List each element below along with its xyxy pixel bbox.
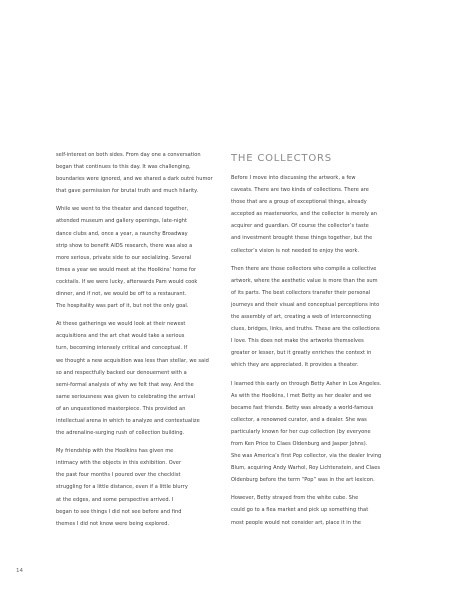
paragraph: [56, 203, 214, 312]
text-line: struggling for a little distance, even if a little blurry: [56, 484, 188, 491]
text-line: greater or lesser, but it greatly enriches the context in: [231, 350, 372, 357]
right-text-column: [231, 152, 391, 535]
text-line: we thought a new acquisition was less than stellar, we said: [56, 357, 209, 364]
text-line: I love. This does not make the artworks themselves: [231, 338, 364, 345]
left-text-column: [56, 149, 214, 536]
text-line: intellectual arena in which to analyze and contextualize: [56, 417, 200, 424]
text-line: themes I did not know were being explored.: [56, 520, 170, 527]
text-line: The hospitality was part of it, but not the only goal.: [56, 303, 189, 310]
text-line: boundaries were ignored, and we shared a dark outré humor: [56, 176, 213, 183]
text-line: However, Betty strayed from the white cube. She: [231, 495, 359, 502]
paragraph: [231, 492, 391, 528]
text-line: artwork, where the aesthetic value is more than the sum: [231, 277, 378, 284]
text-line: Blum, acquiring Andy Warhol, Roy Lichtenstein, and Claes: [231, 465, 381, 472]
text-line: acquirer and guardian. Of course the collector’s taste: [231, 223, 369, 230]
text-line: became fast friends. Betty was already a world-famous: [231, 404, 374, 411]
text-line: dinner, and if not, we would be off to a restaurant.: [56, 291, 187, 298]
text-line: which they are appreciated. It provides a theater.: [231, 362, 359, 369]
text-line: She was America’s first Pop collector, via the dealer Irving: [231, 453, 382, 460]
text-line: caveats. There are two kinds of collections. There are: [231, 187, 369, 194]
text-line: that gave permission for brutal truth and much hilarity.: [56, 188, 199, 195]
text-line: clues, bridges, links, and truths. These are the collections: [231, 326, 380, 333]
text-line: acquisitions and the art chat would take a serious: [56, 333, 185, 340]
text-line: the assembly of art, creating a web of interconnecting: [231, 314, 372, 321]
text-line: dance clubs and, once a year, a raunchy Broadway: [56, 230, 188, 237]
text-line: at the edges, and some perspective arrived. I: [56, 496, 174, 503]
text-line: strip show to benefit AIDS research, there was also a: [56, 242, 193, 249]
text-line: the past four months I poured over the checklist: [56, 472, 181, 479]
text-line: the adrenaline-surging rush of collection building.: [56, 430, 185, 437]
text-line: of an unquestioned masterpiece. This provided an: [56, 405, 186, 412]
text-line: self-interest on both sides. From day one a conversation: [56, 152, 201, 158]
text-line: particularly known for her cup collection (by everyone: [231, 428, 371, 435]
text-line: Before I move into discussing the artwork, a few: [231, 175, 356, 181]
text-line: cocktails. If we were lucky, afterwards Pam would cook: [56, 278, 198, 285]
text-line: more serious, private side to our socializing. Several: [56, 254, 192, 261]
text-line: collector’s vision is not needed to enjoy the work.: [231, 247, 360, 254]
text-line: times a year we would meet at the Hoolkins’ home for: [56, 266, 197, 273]
text-line: Then there are those collectors who compile a collective: [231, 265, 377, 272]
section-heading: THE COLLECTORS: [231, 153, 332, 164]
text-line: attended museum and gallery openings, late-night: [56, 218, 188, 225]
text-line: those that are a group of exceptional things, already: [231, 199, 367, 206]
text-line: At these gatherings we would look at their newest: [56, 321, 186, 328]
text-line: Oldenburg before the term “Pop” was in the art lexicon.: [231, 477, 375, 484]
text-line: turn, becoming intensely critical and conceptual. If: [56, 345, 188, 352]
text-line: While we went to the theater and danced together,: [56, 206, 189, 213]
text-line: began that continues to this day. It was challenging,: [56, 164, 191, 171]
text-line: journeys and their visual and conceptual perceptions into: [231, 301, 380, 308]
text-line: As with the Hoolkins, I met Betty as her dealer and we: [231, 392, 372, 399]
text-line: most people would not consider art, place it in the: [231, 519, 362, 526]
text-line: collector, a renowned curator, and a dealer. She was: [231, 416, 367, 423]
text-line: intimacy with the objects in this exhibition. Over: [56, 460, 182, 467]
paragraph: [231, 378, 391, 487]
text-line: could go to a flea market and pick up something that: [231, 507, 369, 514]
text-line: and investment brought these things together, but the: [231, 235, 373, 242]
text-line: accepted as masterworks, and the collector is merely an: [231, 211, 378, 218]
text-line: My friendship with the Hoolkins has given me: [56, 448, 174, 455]
page-number: 14: [16, 568, 23, 574]
text-line: began to see things I did not see before and find: [56, 508, 182, 515]
paragraph: [56, 445, 214, 530]
text-line: so and respectfully backed our denouement with a: [56, 369, 187, 376]
text-line: I learned this early on through Betty Asher in Los Angeles.: [231, 380, 382, 387]
text-line: semi-formal analysis of why we felt that way. And the: [56, 381, 194, 388]
paragraph: [231, 172, 391, 257]
text-line: from Ken Price to Claes Oldenburg and Jasper Johns).: [231, 440, 368, 447]
text-line: of its parts. The best collectors transfer their personal: [231, 289, 371, 296]
paragraph: [56, 149, 214, 197]
paragraph: [231, 263, 391, 372]
paragraph: [56, 318, 214, 439]
text-line: same seriousness was given to celebrating the arrival: [56, 393, 195, 400]
